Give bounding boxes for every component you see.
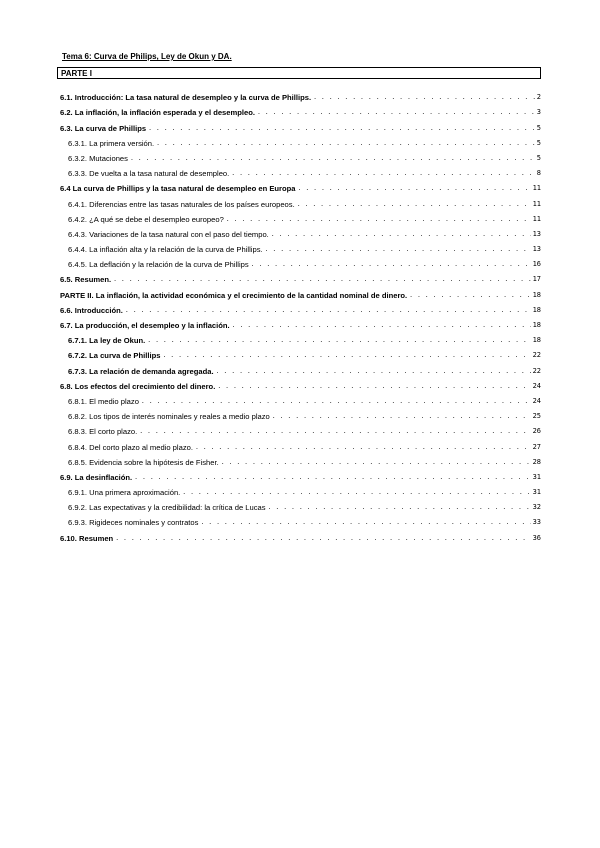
toc-entry-label: 6.10. Resumen — [60, 533, 114, 543]
toc-entry-page-number: 22 — [532, 351, 541, 360]
toc-leader-dots — [162, 351, 530, 360]
toc-entry-label: 6.4.2. ¿A qué se debe el desempleo europeo? — [68, 214, 224, 224]
toc-entry[interactable] — [60, 315, 541, 330]
toc-leader-dots — [115, 534, 530, 543]
toc-leader-dots — [113, 275, 530, 284]
toc-entry-page-number: 31 — [532, 488, 541, 497]
toc-entry[interactable] — [60, 345, 541, 360]
toc-entry[interactable] — [60, 284, 541, 299]
toc-entry[interactable] — [60, 87, 541, 102]
toc-entry-label: 6.9.3. Rigideces nominales y contratos — [68, 518, 199, 528]
toc-leader-dots — [216, 367, 531, 376]
document-title: Tema 6: Curva de Philips, Ley de Okun y DA. — [62, 52, 232, 61]
toc-entry-label: 6.4 La curva de Phillips y la tasa natural de desempleo en Europa — [60, 184, 296, 194]
toc-leader-dots — [125, 306, 531, 315]
toc-entry-label: 6.9.2. Las expectativas y la credibilidad: la crítica de Lucas — [68, 503, 266, 513]
toc-entry[interactable] — [60, 467, 541, 482]
toc-entry-page-number: 2 — [536, 93, 541, 102]
part-label: PARTE I — [61, 69, 92, 78]
toc-leader-dots — [221, 458, 531, 467]
toc-entry-page-number: 16 — [532, 260, 541, 269]
toc-entry[interactable] — [60, 391, 541, 406]
toc-leader-dots — [182, 488, 530, 497]
toc-entry[interactable] — [60, 254, 541, 269]
toc-leader-dots — [148, 124, 535, 133]
toc-entry-label: 6.4.4. La inflación alta y la relación de la curva de Phillips. — [68, 245, 263, 255]
toc-entry-label: 6.8.2. Los tipos de interés nominales y reales a medio plazo — [68, 412, 270, 422]
toc-entry-label: 6.7.3. La relación de demanda agregada. — [68, 366, 214, 376]
toc-entry-label: 6.8.1. El medio plazo — [68, 396, 139, 406]
toc-leader-dots — [139, 427, 530, 436]
toc-leader-dots — [217, 382, 530, 391]
toc-entry[interactable] — [60, 512, 541, 527]
toc-entry-page-number: 36 — [532, 533, 541, 542]
toc-entry-page-number: 11 — [532, 184, 541, 193]
toc-leader-dots — [409, 291, 530, 300]
toc-entry-label: 6.7.2. La curva de Phillips — [68, 351, 161, 361]
toc-leader-dots — [265, 245, 531, 254]
toc-entry-page-number: 5 — [536, 138, 541, 147]
toc-entry-label: 6.2. La inflación, la inflación esperada y el desempleo. — [60, 108, 255, 118]
toc-leader-dots — [232, 321, 531, 330]
toc-entry-page-number: 33 — [532, 518, 541, 527]
toc-entry-label: PARTE II. La inflación, la actividad económica y el crecimiento de la cantidad nominal de dinero. — [60, 290, 408, 300]
toc-leader-dots — [134, 473, 530, 482]
toc-entry-label: 6.3. La curva de Phillips — [60, 123, 147, 133]
toc-entry-page-number: 28 — [532, 457, 541, 466]
toc-entry-page-number: 5 — [536, 153, 541, 162]
toc-entry-page-number: 18 — [532, 321, 541, 329]
toc-entry[interactable] — [60, 360, 541, 375]
toc-entry-page-number: 18 — [532, 336, 541, 345]
toc-entry-label: 6.3.2. Mutaciones — [68, 153, 128, 163]
toc-entry[interactable] — [60, 163, 541, 178]
toc-leader-dots — [257, 108, 535, 117]
toc-entry-label: 6.4.3. Variaciones de la tasa natural con el paso del tiempo. — [68, 229, 269, 239]
toc-entry-page-number: 17 — [532, 275, 541, 284]
toc-entry[interactable] — [60, 436, 541, 451]
table-of-contents — [60, 87, 541, 543]
toc-entry[interactable] — [60, 406, 541, 421]
toc-entry[interactable] — [60, 133, 541, 148]
toc-entry-label: 6.8.4. Del corto plazo al medio plazo. — [68, 442, 193, 452]
toc-entry[interactable] — [60, 527, 541, 542]
toc-entry[interactable] — [60, 330, 541, 345]
toc-entry-label: 6.9. La desinflación. — [60, 472, 133, 482]
toc-entry[interactable] — [60, 376, 541, 391]
toc-entry[interactable] — [60, 117, 541, 132]
toc-entry-label: 6.6. Introducción. — [60, 305, 123, 315]
toc-entry-page-number: 13 — [532, 229, 541, 238]
toc-entry-page-number: 27 — [532, 442, 541, 451]
toc-entry-label: 6.7.1. La ley de Okun. — [68, 336, 146, 346]
toc-entry[interactable] — [60, 269, 541, 284]
toc-leader-dots — [226, 215, 531, 224]
toc-entry-page-number: 26 — [532, 427, 541, 436]
toc-entry[interactable] — [60, 452, 541, 467]
toc-entry-label: 6.5. Resumen. — [60, 275, 112, 285]
toc-entry-page-number: 18 — [532, 290, 541, 299]
toc-entry[interactable] — [60, 178, 541, 193]
toc-entry-label: 6.8.5. Evidencia sobre la hipótesis de Fisher. — [68, 457, 219, 467]
toc-entry-page-number: 8 — [536, 169, 541, 178]
toc-entry-page-number: 11 — [532, 199, 541, 208]
toc-entry-label: 6.3.3. De vuelta a la tasa natural de desempleo. — [68, 169, 230, 179]
toc-leader-dots — [313, 93, 535, 102]
toc-entry-page-number: 31 — [532, 472, 541, 481]
toc-leader-dots — [271, 230, 531, 239]
toc-entry-label: 6.8.3. El corto plazo. — [68, 427, 138, 437]
toc-entry-page-number: 22 — [532, 366, 541, 375]
toc-entry[interactable] — [60, 421, 541, 436]
toc-leader-dots — [130, 154, 535, 163]
toc-entry-label: 6.4.1. Diferencias entre las tasas naturales de los países europeos. — [68, 199, 295, 209]
toc-entry[interactable] — [60, 193, 541, 208]
toc-leader-dots — [156, 139, 535, 148]
toc-entry-page-number: 13 — [532, 245, 541, 254]
toc-entry-page-number: 18 — [532, 305, 541, 314]
toc-entry-page-number: 11 — [532, 214, 541, 223]
toc-entry[interactable] — [60, 239, 541, 254]
toc-entry[interactable] — [60, 497, 541, 512]
toc-entry-page-number: 5 — [536, 123, 541, 132]
toc-entry[interactable] — [60, 102, 541, 117]
toc-entry-page-number: 24 — [532, 381, 541, 390]
toc-leader-dots — [272, 412, 531, 421]
toc-entry[interactable] — [60, 224, 541, 239]
toc-entry-label: 6.4.5. La deflación y la relación de la curva de Phillips — [68, 260, 249, 270]
part-heading-box — [57, 67, 541, 79]
toc-entry-label: 6.8. Los efectos del crecimiento del dinero. — [60, 381, 216, 391]
toc-leader-dots — [195, 443, 531, 452]
toc-leader-dots — [147, 336, 530, 345]
toc-leader-dots — [251, 260, 531, 269]
toc-entry-page-number: 25 — [532, 412, 541, 421]
toc-entry[interactable] — [60, 300, 541, 315]
toc-entry-page-number: 3 — [536, 108, 541, 117]
toc-entry[interactable] — [60, 148, 541, 163]
toc-entry[interactable] — [60, 482, 541, 497]
toc-leader-dots — [268, 503, 531, 512]
toc-leader-dots — [200, 518, 530, 527]
toc-entry[interactable] — [60, 209, 541, 224]
toc-entry-page-number: 32 — [532, 503, 541, 512]
toc-leader-dots — [297, 200, 531, 209]
toc-leader-dots — [141, 397, 531, 406]
toc-leader-dots — [298, 184, 531, 193]
toc-entry-label: 6.3.1. La primera versión. — [68, 138, 155, 148]
toc-entry-label: 6.7. La producción, el desempleo y la inflación. — [60, 321, 230, 330]
toc-entry-label: 6.1. Introducción: La tasa natural de desempleo y la curva de Phillips. — [60, 93, 312, 103]
toc-entry-page-number: 24 — [532, 396, 541, 405]
toc-entry-label: 6.9.1. Una primera aproximación. — [68, 488, 181, 498]
toc-leader-dots — [231, 169, 535, 178]
